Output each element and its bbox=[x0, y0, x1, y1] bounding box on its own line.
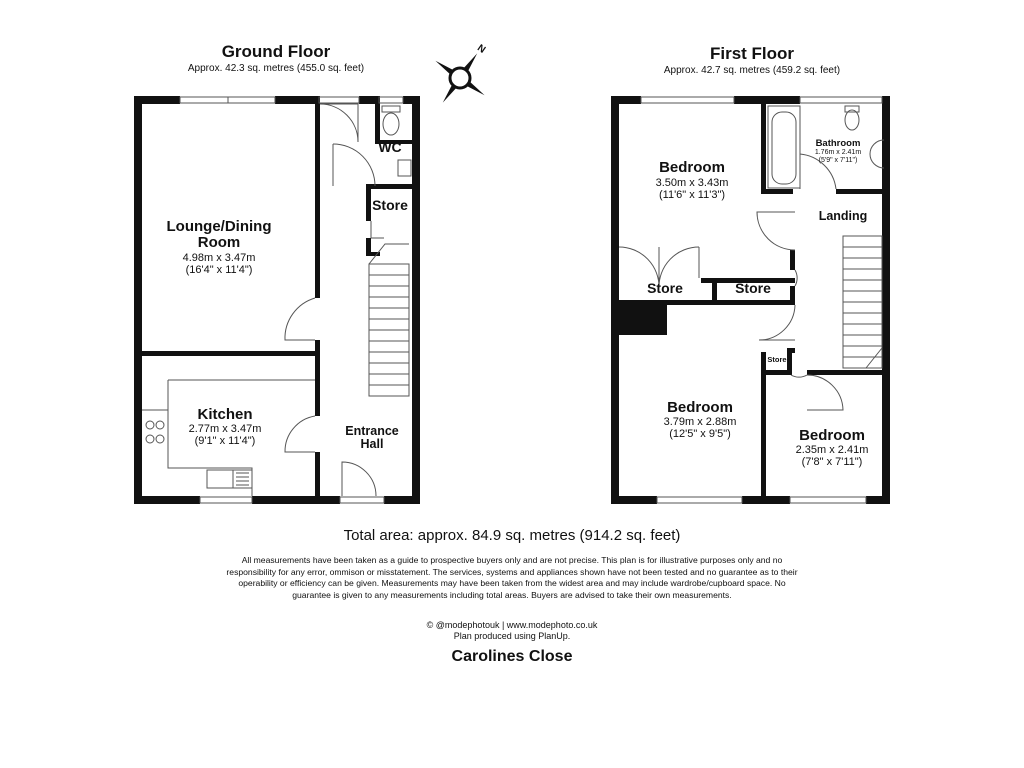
total-area: Total area: approx. 84.9 sq. metres (914.2 sq. feet) bbox=[343, 527, 681, 544]
kitchen-size-imperial: (9'1" x 11'4") bbox=[194, 435, 256, 447]
credits-line-1: © @modephotouk | www.modephoto.co.uk bbox=[426, 620, 598, 630]
store-label-mid: Store bbox=[735, 280, 771, 296]
bedroom2-size-metric: 3.79m x 2.88m bbox=[663, 416, 737, 428]
ground-floor-area: Approx. 42.3 sq. metres (455.0 sq. feet) bbox=[187, 63, 365, 74]
property-address: Carolines Close bbox=[451, 648, 573, 665]
bedroom3-size-metric: 2.35m x 2.41m bbox=[795, 444, 869, 456]
lounge-name-line1: Lounge/Dining bbox=[166, 218, 272, 235]
entrance-hall-line1: Entrance bbox=[345, 424, 399, 438]
store-label-left: Store bbox=[647, 280, 683, 296]
entrance-hall-line2: Hall bbox=[360, 437, 384, 451]
compass-north-label: N bbox=[475, 42, 488, 56]
lounge-size-imperial: (16'4" x 11'4") bbox=[185, 264, 253, 276]
compass-icon bbox=[418, 36, 502, 120]
bathroom-size-metric: 1.76m x 2.41m bbox=[814, 149, 862, 156]
bedroom3-name: Bedroom bbox=[799, 427, 865, 444]
bathroom-name: Bathroom bbox=[815, 138, 861, 149]
lounge-size-metric: 4.98m x 3.47m bbox=[182, 252, 256, 264]
credits bbox=[0, 620, 1024, 642]
first-floor-title: First Floor bbox=[709, 44, 795, 63]
disclaimer-text: All measurements have been taken as a guide to prospective buyers only and are not precise. This plan is for illustrative purposes only and no responsibility for any error, ommison or misstatement. The services, systems and appliances shown have not been tested and no guarantee as to their operability or efficiency can be given. Measurements may have been taken from the widest area and may include wardrobe/cupboard space. No guarantee is given to any measurements including total areas. Buyers are advised to take their own measurements. bbox=[226, 555, 798, 600]
landing-label: Landing bbox=[818, 209, 868, 223]
bedroom1-size-metric: 3.50m x 3.43m bbox=[655, 177, 729, 189]
bathroom-size-imperial: (5'9" x 7'11") bbox=[818, 157, 858, 164]
bedroom2-name: Bedroom bbox=[667, 399, 733, 416]
ground-floor-title: Ground Floor bbox=[221, 42, 331, 61]
store-label-ground: Store bbox=[372, 197, 408, 213]
first-floor-area: Approx. 42.7 sq. metres (459.2 sq. feet) bbox=[663, 65, 841, 76]
bedroom2-size-imperial: (12'5" x 9'5") bbox=[669, 428, 731, 440]
kitchen-size-metric: 2.77m x 3.47m bbox=[188, 423, 262, 435]
kitchen-name: Kitchen bbox=[197, 406, 253, 423]
lounge-name-line2: Room bbox=[197, 234, 241, 251]
bedroom1-name: Bedroom bbox=[659, 159, 725, 176]
bedroom3-size-imperial: (7'8" x 7'11") bbox=[801, 456, 863, 468]
store-label-small: Store bbox=[767, 355, 787, 364]
credits-line-2: Plan produced using PlanUp. bbox=[453, 631, 571, 641]
wc-label: WC bbox=[378, 139, 402, 155]
bedroom1-size-imperial: (11'6" x 11'3") bbox=[658, 189, 726, 201]
